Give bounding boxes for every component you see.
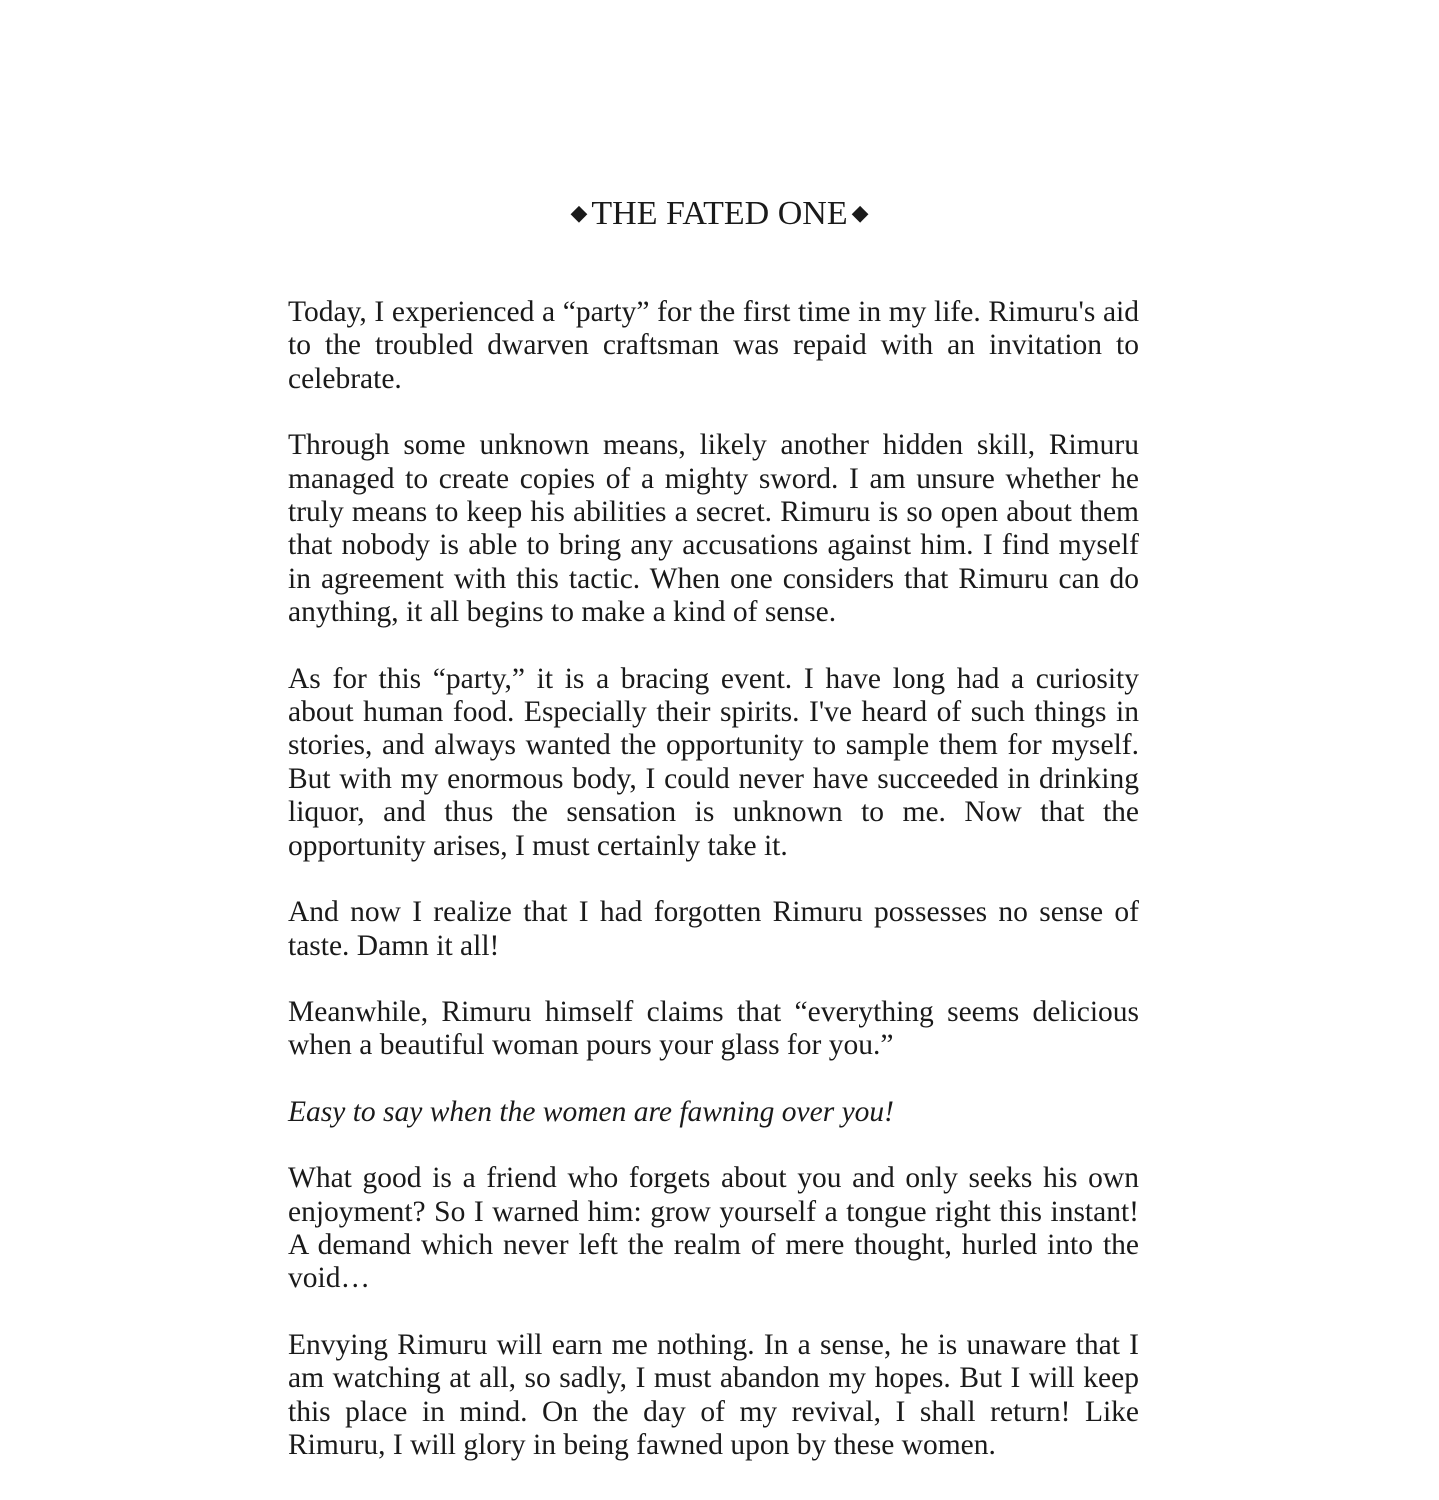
italic-paragraph: Easy to say when the women are fawning over you! <box>288 1095 895 1128</box>
diamond-ornament-icon: ◆ <box>570 200 588 225</box>
paragraph: Today, I experienced a “party” for the first time in my life. Rimuru's aid to the troubled dwarven craftsman was repaid with an invitation to celebrate. <box>288 296 1139 395</box>
paragraph: Meanwhile, Rimuru himself claims that “everything seems delicious when a beautiful woman pours your glass for you.” <box>288 995 1139 1062</box>
paragraph: Envying Rimuru will earn me nothing. In a sense, he is unaware that I am watching at all, so sadly, I must abandon my hopes. But I will keep this place in mind. On the day of my revival, I shall return! Like Rimuru, I will glory in being fawned upon by these women. <box>288 1328 1139 1461</box>
paragraph: As for this “party,” it is a bracing event. I have long had a curiosity about human food. Especially their spirits. I've heard of such things in stories, and always wanted the opportunity to sample them for myself. But with my enormous body, I could never have succeeded in drinking liquor, and thus the sensation is unknown to me. Now that the opportunity arises, I must certainly take it. <box>288 662 1139 862</box>
chapter-title <box>0 190 1439 237</box>
paragraph: What good is a friend who forgets about you and only seeks his own enjoyment? So I warned him: grow yourself a tongue right this instant! A demand which never left the realm of mere thought, hurled into the void… <box>288 1162 1139 1295</box>
body-text <box>288 296 1139 1462</box>
diamond-ornament-icon: ◆ <box>851 200 869 225</box>
chapter-title-text: THE FATED ONE <box>591 195 848 232</box>
paragraph: And now I realize that I had forgotten Rimuru possesses no sense of taste. Damn it all! <box>288 896 1139 962</box>
paragraph: Through some unknown means, likely another hidden skill, Rimuru managed to create copies of a mighty sword. I am unsure whether he truly means to keep his abilities a secret. Rimuru is so open about them that nobody is able to bring any accusations against him. I find myself in agreement with this tactic. When one considers that Rimuru can do anything, it all begins to make a kind of sense. <box>288 429 1139 629</box>
